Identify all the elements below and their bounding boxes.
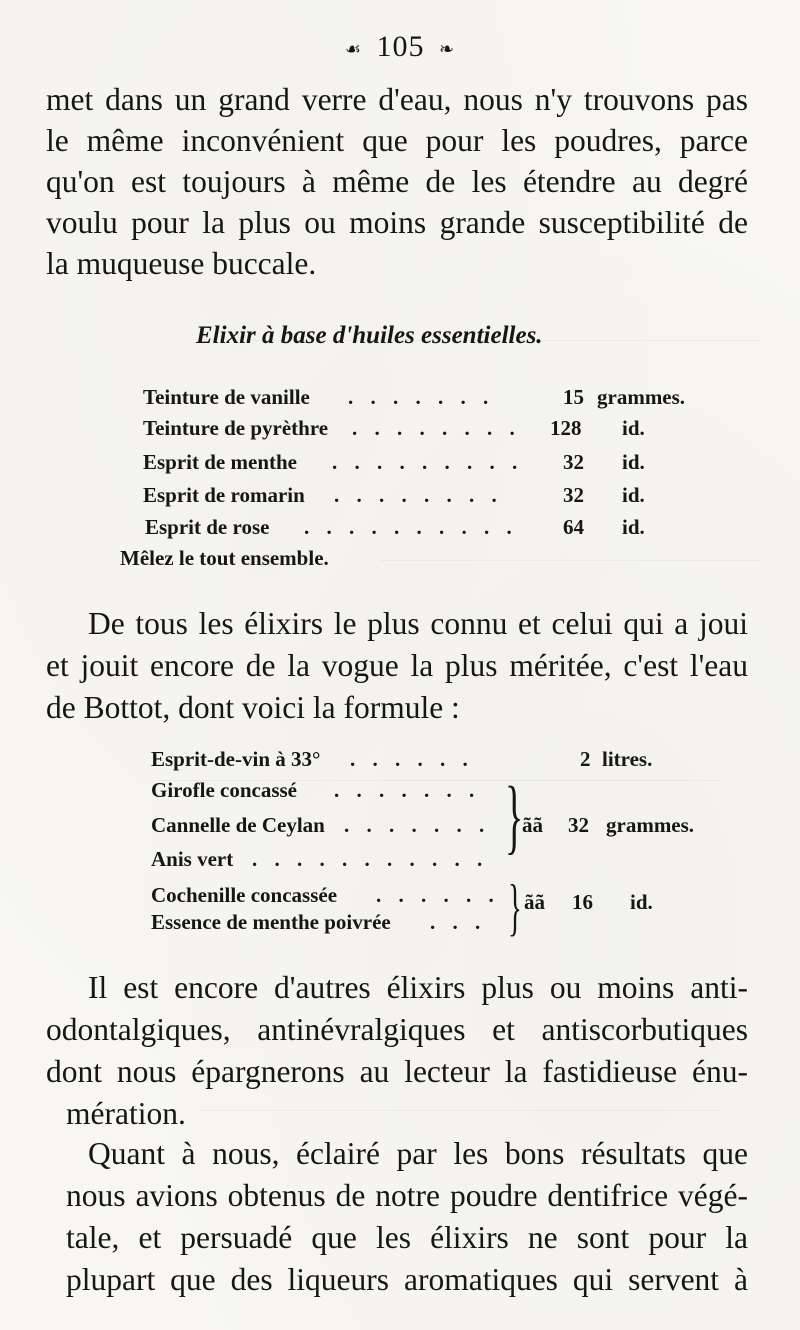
text-line: et jouit encore de la vogue la plus méritée, c'est l'eau: [46, 648, 748, 683]
text-line: nous avions obtenus de notre poudre dentifrice végé-: [66, 1178, 748, 1213]
text-line: le même inconvénient que pour les poudres, parce: [46, 123, 748, 158]
text-line: De tous les élixirs le plus connu et celui qui a joui: [88, 606, 748, 641]
show-through-line: [200, 1110, 720, 1111]
leader-dots: . . .: [430, 910, 487, 934]
leader-dots: . . . . . . .: [348, 385, 495, 409]
group-quantity: 32: [568, 813, 589, 837]
ingredient-name: Esprit de rose: [145, 515, 270, 539]
ingredient-quantity: 32: [563, 450, 584, 474]
right-brace-icon: }: [505, 770, 524, 863]
show-through-line: [380, 560, 760, 561]
group-quantity: 16: [572, 890, 593, 914]
right-brace-icon: }: [508, 871, 522, 942]
text-line: de Bottot, dont voici la formule :: [46, 690, 460, 725]
right-ornament-icon: ❧: [439, 38, 456, 59]
recipe-note: Mêlez le tout ensemble.: [120, 546, 329, 570]
page-number: 105: [376, 30, 425, 63]
text-line: mération.: [66, 1096, 186, 1131]
group-prefix: ãã: [522, 813, 543, 837]
leader-dots: . . . . . . .: [334, 778, 481, 802]
leader-dots: . . . . . . . . . . .: [252, 847, 489, 871]
ingredient-unit: grammes.: [597, 385, 686, 409]
ingredient-name: Cannelle de Ceylan: [151, 813, 325, 837]
leader-dots: . . . . . . . .: [334, 483, 503, 507]
group-unit: id.: [630, 890, 653, 914]
text-line: Quant à nous, éclairé par les bons résultats que: [88, 1136, 748, 1171]
text-line: plupart que des liqueurs aromatiques qui servent à: [66, 1262, 748, 1297]
ingredient-name: Esprit de romarin: [143, 483, 305, 507]
text-line: Il est encore d'autres élixirs plus ou moins anti-: [88, 970, 748, 1005]
text-line: odontalgiques, antinévralgiques et antiscorbutiques: [46, 1012, 748, 1047]
ingredient-name: Teinture de pyrèthre: [143, 416, 329, 440]
ingredient-quantity: 15: [563, 385, 584, 409]
leader-dots: . . . . . . . .: [352, 416, 521, 440]
ingredient-quantity: 128: [550, 416, 582, 440]
leader-dots: . . . . . . .: [344, 813, 491, 837]
ingredient-name: Esprit de menthe: [143, 450, 297, 474]
recipe-title: Elixir à base d'huiles essentielles.: [196, 322, 543, 349]
ingredient-name: Cochenille concassée: [151, 883, 338, 907]
leader-dots: . . . . . . . . . .: [304, 515, 518, 539]
left-ornament-icon: ☙: [344, 38, 363, 59]
ingredient-unit: id.: [622, 450, 645, 474]
text-line: dont nous épargnerons au lecteur la fastidieuse énu-: [46, 1054, 748, 1089]
group-prefix: ãã: [524, 890, 545, 914]
text-line: la muqueuse buccale.: [46, 246, 317, 281]
text-line: tale, et persuadé que les élixirs ne sont pour la: [66, 1220, 748, 1255]
ingredient-unit: id.: [622, 515, 645, 539]
ingredient-unit: litres.: [602, 747, 653, 771]
ingredient-name: Girofle concassé: [151, 778, 297, 802]
group-unit: grammes.: [606, 813, 695, 837]
ingredient-name: Teinture de vanille: [143, 385, 310, 409]
text-line: qu'on est toujours à même de les étendre au degré: [46, 164, 748, 199]
text-line: met dans un grand verre d'eau, nous n'y trouvons pas: [46, 82, 748, 117]
page-header: [0, 30, 800, 64]
ingredient-name: Essence de menthe poivrée: [151, 910, 391, 934]
ingredient-quantity: 64: [563, 515, 584, 539]
ingredient-unit: id.: [622, 416, 645, 440]
leader-dots: . . . . . .: [350, 747, 474, 771]
ingredient-quantity: 32: [563, 483, 584, 507]
leader-dots: . . . . . .: [376, 883, 500, 907]
ingredient-name: Esprit-de-vin à 33°: [151, 747, 321, 771]
ingredient-quantity: 2: [580, 747, 591, 771]
text-line: voulu pour la plus ou moins grande susceptibilité de: [46, 205, 748, 240]
ingredient-unit: id.: [622, 483, 645, 507]
leader-dots: . . . . . . . . .: [332, 450, 524, 474]
ingredient-name: Anis vert: [151, 847, 234, 871]
